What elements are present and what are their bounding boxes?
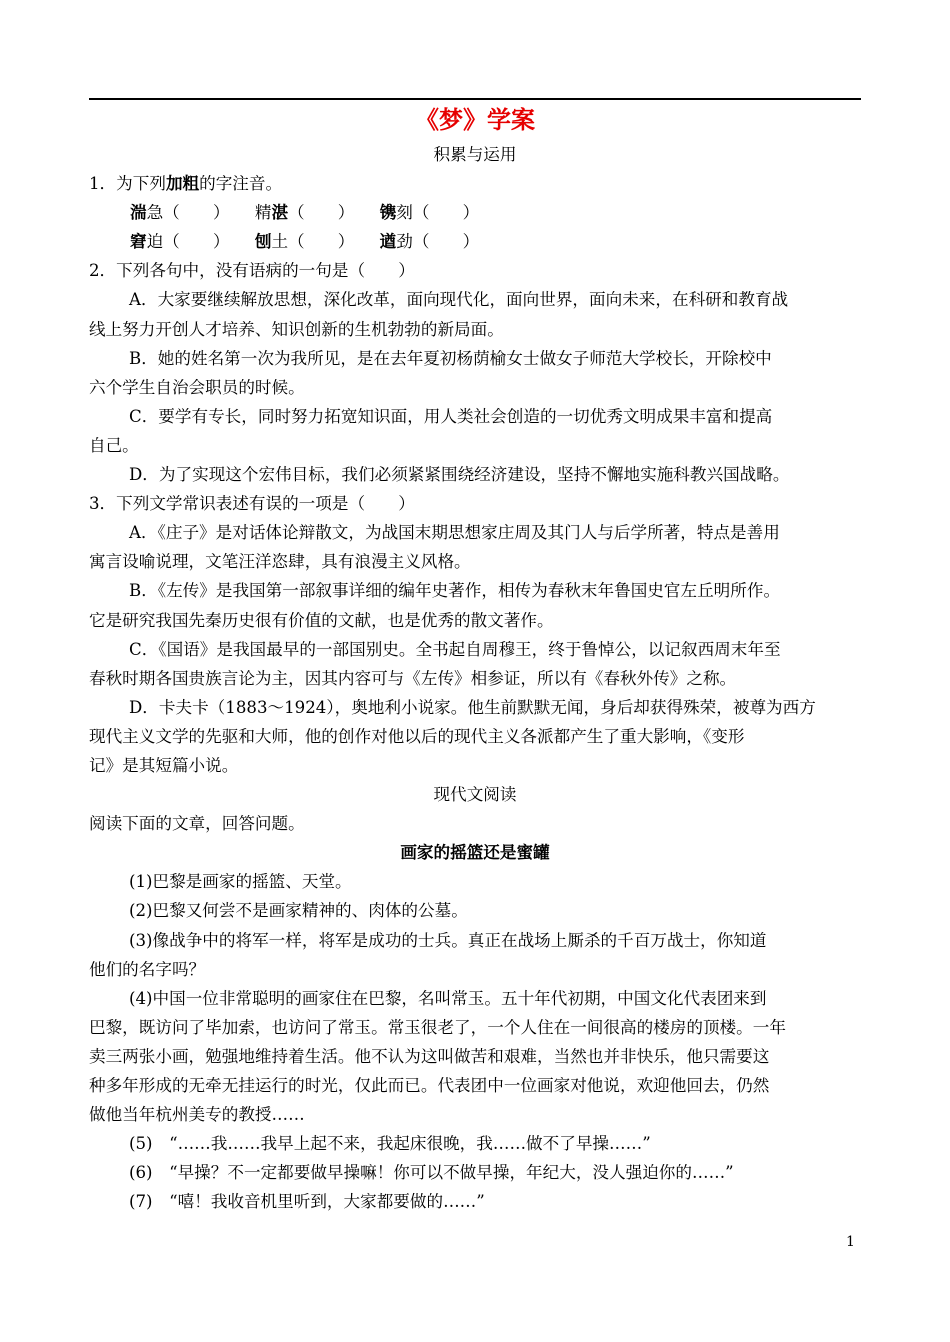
q2-option-b-line1: B．她的姓名第一次为我所见，是在去年夏初杨荫榆女士做女子师范大学校长，开除校中 bbox=[129, 348, 772, 368]
q2-option-c-line2: 自己。 bbox=[89, 435, 139, 455]
pinyin-row-1 bbox=[89, 198, 861, 227]
section-heading-accumulation: 积累与运用 bbox=[433, 145, 517, 164]
pinyin-item bbox=[255, 227, 355, 256]
q3-option-d-line2: 现代主义文学的先驱和大师，他的创作对他以后的现代主义各派都产生了重大影响，《变形 bbox=[89, 726, 745, 746]
page-title: 《梦》学案 bbox=[415, 106, 535, 134]
paragraph-7: (7) “嘻！我收音机里听到，大家都要做的……” bbox=[129, 1192, 485, 1212]
item-rest: （ ） bbox=[288, 203, 355, 223]
item-pre: 精 bbox=[254, 203, 272, 223]
paragraph-4-line3: 卖三两张小画，勉强地维持着生活。他不认为这叫做苦和艰难，当然也并非快乐，他只需要这 bbox=[89, 1046, 770, 1066]
item-rest: 劲（ ） bbox=[396, 232, 480, 252]
q3-option-d-line3: 记》是其短篇小说。 bbox=[89, 755, 239, 775]
pinyin-item bbox=[380, 198, 480, 227]
paragraph-4-line5: 做他当年杭州美专的教授…… bbox=[89, 1105, 305, 1125]
item-rest: 迫（ ） bbox=[146, 232, 230, 252]
question-2-stem: 2．下列各句中，没有语病的一句是（ ） bbox=[89, 261, 415, 281]
bold-char: 镌 bbox=[379, 202, 397, 223]
question-3-stem: 3．下列文学常识表述有误的一项是（ ） bbox=[89, 494, 415, 514]
q3-option-c-line2: 春秋时期各国贵族言论为主，因其内容可与《左传》相参证，所以有《春秋外传》之称。 bbox=[89, 668, 737, 688]
pinyin-item bbox=[130, 198, 230, 227]
question-1-stem bbox=[89, 169, 861, 198]
q1-prefix: 1．为下列 bbox=[89, 174, 166, 194]
paragraph-3-line2: 他们的名字吗？ bbox=[89, 959, 206, 979]
paragraph-4-line1: (4)中国一位非常聪明的画家住在巴黎，名叫常玉。五十年代初期，中国文化代表团来到 bbox=[129, 988, 767, 1008]
q3-option-c-line1: C．《国语》是我国最早的一部国别史。全书起自周穆王，终于鲁悼公，以记叙西周末年至 bbox=[129, 639, 781, 659]
bold-char: 遒 bbox=[379, 231, 397, 252]
paragraph-4-line2: 巴黎，既访问了毕加索，也访问了常玉。常玉很老了，一个人住在一间很高的楼房的顶楼。一年 bbox=[89, 1017, 786, 1037]
section-heading-reading: 现代文阅读 bbox=[433, 785, 517, 805]
q2-option-b-line2: 六个学生自治会职员的时候。 bbox=[89, 377, 305, 397]
pinyin-row-2 bbox=[89, 227, 861, 256]
paragraph-3-line1: (3)像战争中的将军一样，将军是成功的士兵。真正在战场上厮杀的千百万战士，你知道 bbox=[129, 930, 767, 950]
q3-option-a-line1: A．《庄子》是对话体论辩散文，为战国末期思想家庄周及其门人与后学所著，特点是善用 bbox=[129, 523, 780, 543]
bold-char: 窘 bbox=[130, 231, 147, 252]
header-rule bbox=[89, 98, 861, 100]
q2-option-c-line1: C．要学有专长，同时努力拓宽知识面，用人类社会创造的一切优秀文明成果丰富和提高 bbox=[129, 406, 773, 426]
pinyin-item bbox=[255, 198, 355, 227]
document-body bbox=[89, 140, 861, 1216]
paragraph-6: (6) “早操？不一定都要做早操嘛！你可以不做早操，年纪大，没人强迫你的……” bbox=[129, 1163, 734, 1183]
q2-option-a-line1: A．大家要继续解放思想，深化改革，面向现代化，面向世界，面向未来，在科研和教育战 bbox=[129, 290, 789, 310]
q1-suffix: 的字注音。 bbox=[199, 174, 283, 194]
q3-option-d-line1: D．卡夫卡（1883～1924），奥地利小说家。他生前默默无闻，身后却获得殊荣，被尊为西方 bbox=[129, 697, 816, 717]
paragraph-1: (1)巴黎是画家的摇篮、天堂。 bbox=[129, 872, 352, 892]
q3-option-a-line2: 寓言设喻说理，文笔汪洋恣肆，具有浪漫主义风格。 bbox=[89, 552, 471, 572]
article-title: 画家的摇篮还是蜜罐 bbox=[400, 842, 550, 863]
page-number: 1 bbox=[846, 1234, 855, 1250]
bold-char: 湛 bbox=[271, 202, 289, 223]
pinyin-item bbox=[380, 227, 480, 256]
paragraph-2: (2)巴黎又何尝不是画家精神的、肉体的公墓。 bbox=[129, 901, 468, 921]
paragraph-4-line4: 种多年形成的无牵无挂运行的时光，仅此而已。代表团中一位画家对他说，欢迎他回去，仍然 bbox=[89, 1076, 770, 1095]
q1-bold-word: 加粗 bbox=[165, 173, 200, 194]
reading-instruction: 阅读下面的文章，回答问题。 bbox=[89, 814, 305, 834]
item-rest: 刻（ ） bbox=[396, 203, 480, 223]
pinyin-item bbox=[130, 227, 230, 256]
q2-option-d-line1: D．为了实现这个宏伟目标，我们必须紧紧围绕经济建设，坚持不懈地实施科教兴国战略。 bbox=[129, 465, 790, 485]
bold-char: 刨 bbox=[254, 231, 272, 252]
q3-option-b-line2: 它是研究我国先秦历史很有价值的文献，也是优秀的散文著作。 bbox=[89, 610, 554, 630]
item-rest: 土（ ） bbox=[271, 232, 355, 252]
q3-option-b-line1: B．《左传》是我国第一部叙事详细的编年史著作，相传为春秋末年鲁国史官左丘明所作。 bbox=[129, 581, 781, 601]
q2-option-a-line2: 线上努力开创人才培养、知识创新的生机勃勃的新局面。 bbox=[89, 319, 504, 339]
item-rest: 急（ ） bbox=[146, 203, 230, 223]
bold-char: 湍 bbox=[130, 202, 147, 223]
paragraph-5: (5) “……我……我早上起不来，我起床很晚，我……做不了早操……” bbox=[129, 1134, 651, 1154]
